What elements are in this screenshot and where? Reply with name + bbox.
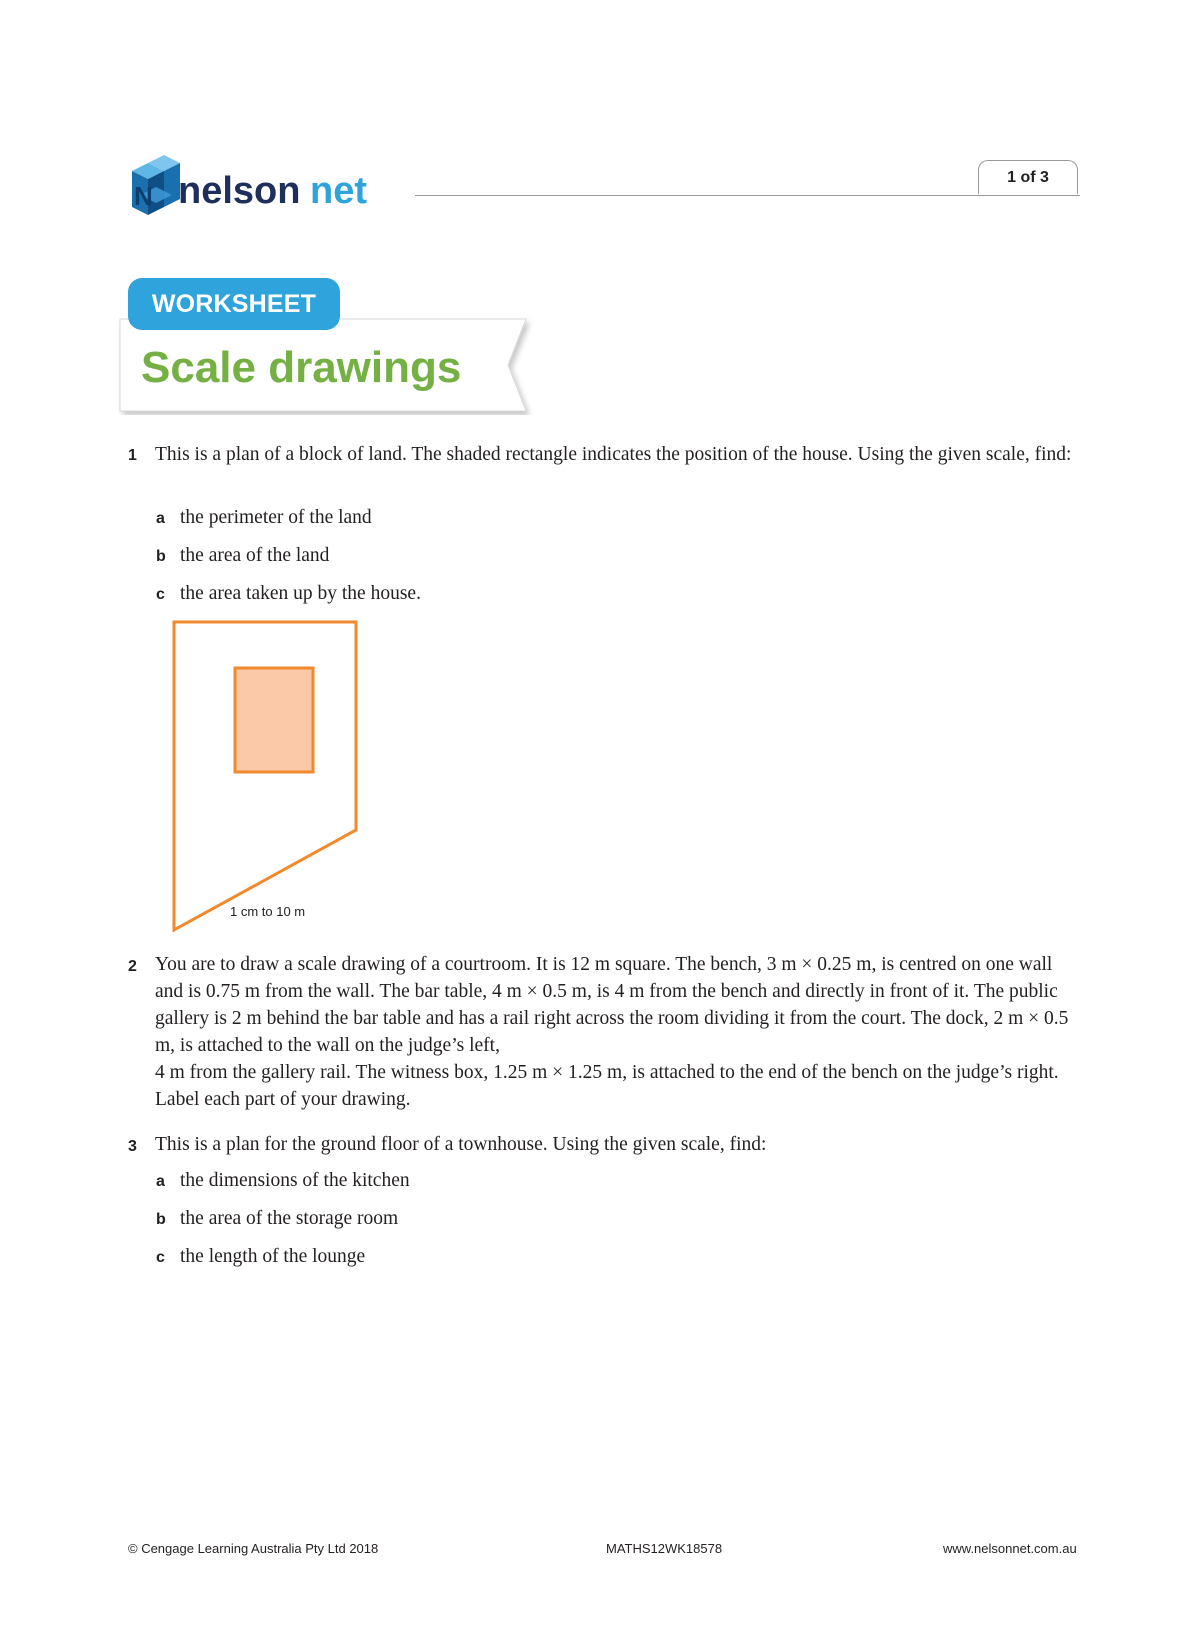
land-plan-diagram	[160, 612, 370, 942]
question-1b-text: the area of the land	[180, 545, 330, 566]
nelsonnet-logo	[126, 155, 416, 225]
question-1c-letter: c	[156, 586, 165, 603]
question-3c-text: the length of the lounge	[180, 1246, 366, 1267]
worksheet-label: WORKSHEET	[128, 278, 340, 330]
svg-text:N: N	[134, 181, 153, 211]
header-rule	[415, 195, 1080, 196]
question-3-text: This is a plan for the ground floor of a townhouse. Using the given scale, find:	[155, 1134, 767, 1155]
question-3a-text: the dimensions of the kitchen	[180, 1170, 410, 1191]
logo-text-nelson: nelson	[178, 170, 301, 212]
question-3b-text: the area of the storage room	[180, 1208, 399, 1229]
question-1-number: 1	[128, 447, 137, 464]
question-1-text: This is a plan of a block of land. The shaded rectangle indicates the position of the house. Using the given scale, find:	[155, 444, 1072, 465]
question-3c-letter: c	[156, 1249, 165, 1266]
footer-url[interactable]: www.nelsonnet.com.au	[943, 1541, 1077, 1556]
question-2-number: 2	[128, 958, 137, 975]
question-3a-letter: a	[156, 1173, 165, 1190]
house-rectangle	[235, 668, 313, 772]
plan-scale-label: 1 cm to 10 m	[230, 904, 306, 919]
question-2-text-part1: You are to draw a scale drawing of a courtroom. It is 12 m square. The bench, 3 m × 0.25 m, is centred on one wall and is 0.75 m from the wall. The bar table, 4 m × 0.5 m, is 4 m from the bench and directly in front of it. The public gallery is 2 m behind the bar table and has a rail right across the room dividing it from the court. The dock, 2 m × 0.5 m, is attached to the wall on the judge’s left,	[155, 954, 1069, 1056]
footer-copyright: © Cengage Learning Australia Pty Ltd 2018	[128, 1541, 379, 1556]
logo-text-net: net	[310, 170, 367, 212]
page-indicator: 1 of 3	[978, 160, 1078, 194]
question-1c-text: the area taken up by the house.	[180, 583, 421, 604]
cube-logo-icon	[132, 155, 180, 215]
question-3b-letter: b	[156, 1211, 166, 1228]
question-2-text-part2: 4 m from the gallery rail. The witness box, 1.25 m × 1.25 m, is attached to the end of the bench on the judge’s right. Label each part of your drawing.	[155, 1062, 1059, 1110]
footer-code: MATHS12WK18578	[606, 1541, 723, 1556]
question-3-number: 3	[128, 1138, 137, 1155]
question-1b-letter: b	[156, 548, 166, 565]
page-title: Scale drawings	[141, 343, 462, 392]
question-1a-letter: a	[156, 510, 165, 527]
question-1a-text: the perimeter of the land	[180, 507, 372, 528]
question-2-text	[155, 951, 1075, 1113]
